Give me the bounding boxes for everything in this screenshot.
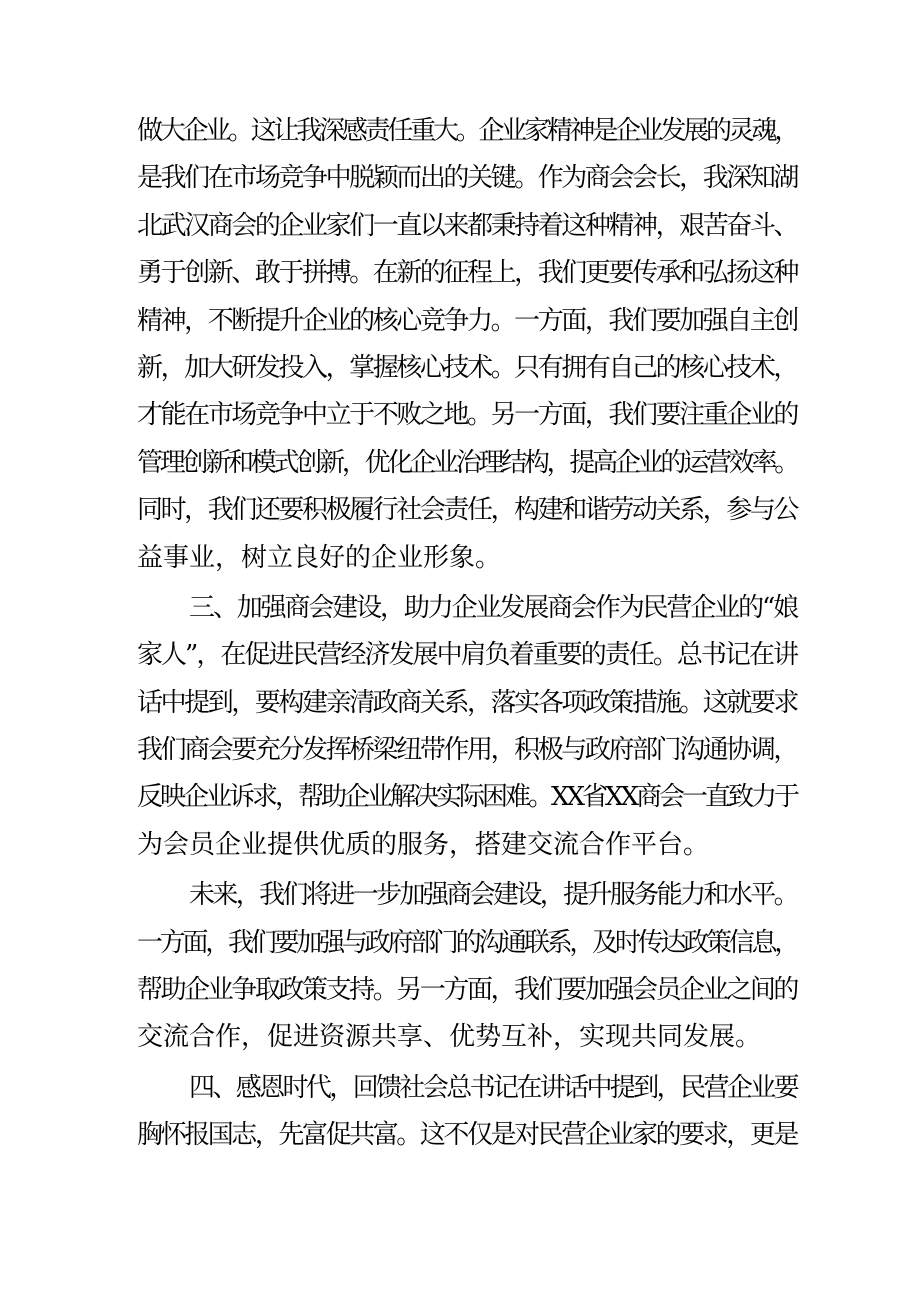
text-line: 未来，我们将进一步加强商会建设，提升服务能力和水平。 [189, 880, 797, 911]
paragraph-2 [137, 585, 797, 869]
text-line: 四、感恩时代，回馈社会总书记在讲话中提到，民营企业要 [189, 1072, 797, 1103]
text-line: 胸怀报国志，先富促共富。这不仅是对民营企业家的要求，更是 [137, 1120, 797, 1151]
text-line: 北武汉商会的企业家们一直以来都秉持着这种精神，艰苦奋斗、 [137, 210, 797, 241]
text-line: 一方面，我们要加强与政府部门的沟通联系，及时传达政策信息， [137, 927, 797, 958]
paragraph-4 [137, 1065, 797, 1160]
text-line: 帮助企业争取政策支持。另一方面，我们要加强会员企业之间的 [137, 975, 797, 1006]
text-line: 同时，我们还要积极履行社会责任，构建和谐劳动关系，参与公 [137, 495, 797, 526]
text-line: 才能在市场竞争中立于不败之地。另一方面，我们要注重企业的 [137, 400, 797, 431]
text-line: 我们商会要充分发挥桥梁纽带作用，积极与政府部门沟通协调， [137, 735, 797, 766]
paragraph-3 [137, 872, 797, 1062]
text-line: 话中提到，要构建亲清政商关系，落实各项政策措施。这就要求 [137, 687, 797, 718]
text-line: 做大企业。这让我深感责任重大。企业家精神是企业发展的灵魂， [137, 116, 797, 146]
text-line: 三、加强商会建设，助力企业发展商会作为民营企业的“娘 [189, 592, 797, 623]
text-line: 管理创新和模式创新，优化企业治理结构，提高企业的运营效率。 [137, 447, 797, 478]
paragraph-1 [137, 108, 797, 582]
document-body [137, 108, 797, 1160]
text-line: 为会员企业提供优质的服务，搭建交流合作平台。 [137, 829, 710, 860]
text-line: 益事业，树立良好的企业形象。 [137, 542, 502, 573]
text-line: 交流合作，促进资源共享、优势互补，实现共同发展。 [137, 1022, 762, 1053]
text-line: 家人”，在促进民营经济发展中肩负着重要的责任。总书记在讲 [137, 640, 797, 671]
text-line: 勇于创新、敢于拼搏。在新的征程上，我们更要传承和弘扬这种 [137, 258, 797, 289]
text-line: 是我们在市场竞争中脱颖而出的关键。作为商会会长，我深知湖 [137, 163, 797, 194]
text-line: 反映企业诉求，帮助企业解决实际困难。XX省XX商会一直致力于 [137, 782, 797, 813]
text-line: 新，加大研发投入，掌握核心技术。只有拥有自己的核心技术， [137, 352, 797, 383]
text-line: 精神，不断提升企业的核心竞争力。一方面，我们要加强自主创 [137, 305, 797, 336]
